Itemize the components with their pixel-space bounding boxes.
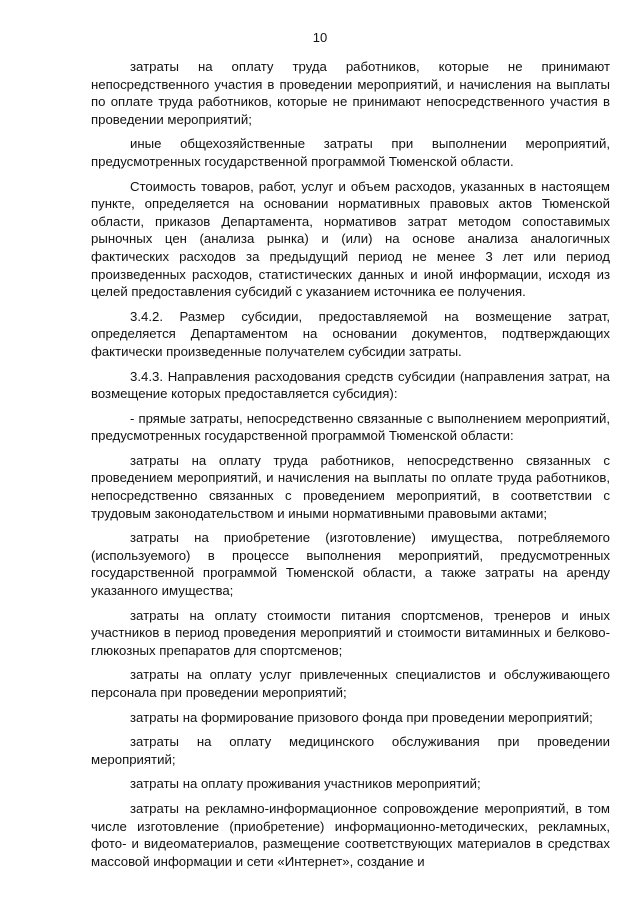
page-number: 10 — [312, 30, 328, 45]
paragraph-3-4-3: 3.4.3. Направления расходования средств субсидии (направления затрат, на возмещение которых предоставляется субсидия): — [91, 368, 610, 402]
paragraph-specialist-costs: затраты на оплату услуг привлеченных специалистов и обслуживающего персонала при проведении мероприятий; — [91, 667, 610, 700]
paragraph-3-4-2: 3.4.2. Размер субсидии, предоставляемой на возмещение затрат, определяется Департаментом на основании документов, подтверждающих фактически произведенные получателем субсидии затраты. — [91, 308, 610, 359]
paragraph-direct-costs: - прямые затраты, непосредственно связанные с выполнением мероприятий, предусмотренных государственной программой Тюменской области: — [91, 410, 610, 444]
paragraph-general-business-costs: иные общехозяйственные затраты при выполнении мероприятий, предусмотренных государственной программой Тюменской области. — [91, 136, 610, 169]
paragraph-prize-fund-costs: затраты на формирование призового фонда при проведении мероприятий; — [130, 709, 593, 725]
paragraph-nutrition-costs: затраты на оплату стоимости питания спортсменов, тренеров и иных участников в период проведения мероприятий и стоимости витаминных и белково-глюкозных препаратов для спортсменов; — [91, 607, 610, 658]
paragraph-labor-costs-indirect: затраты на оплату труда работников, которые не принимают непосредственного участия в проведении мероприятий, и начисления на выплаты по оплате труда работников, которые не принимают непосредственного участия в проведении мероприятий; — [91, 59, 610, 127]
paragraph-cost-determination: Стоимость товаров, работ, услуг и объем расходов, указанных в настоящем пункте, определяется на основании нормативных правовых актов Тюменской области, приказов Департамента, нормативов затрат методом сопоставимых рыночных цен (анализа рынка) и (или) на основе анализа аналогичных фактических расходов за предыдущий период не менее 3 лет или период произведенных расходов, статистических данных и иной информации, исходя из целей предоставления субсидий с указанием источника ее получения. — [91, 178, 610, 300]
paragraph-labor-costs-direct: затраты на оплату труда работников, непосредственно связанных с проведением мероприятий, и начисления на выплаты по оплате труда работников, непосредственно связанных с проведением мероприятий, в соответствии с трудовым законодательством и иными нормативными правовыми актами; — [91, 452, 610, 521]
paragraph-medical-costs: затраты на оплату медицинского обслуживания при проведении мероприятий; — [91, 734, 610, 767]
document-body — [91, 58, 610, 877]
paragraph-advertising-costs: затраты на рекламно-информационное сопровождение мероприятий, в том числе изготовление (приобретение) информационно-методических, рекламных, фото- и видеоматериалов, размещение соответствующих материалов в средствах массовой информации и сети «Интернет», создание и — [91, 800, 610, 869]
paragraph-property-costs: затраты на приобретение (изготовление) имущества, потребляемого (используемого) в процессе выполнения мероприятий, предусмотренных государственной программой Тюменской области, а также затраты на аренду указанного имущества; — [91, 530, 610, 599]
paragraph-accommodation-costs: затраты на оплату проживания участников мероприятий; — [130, 776, 481, 792]
